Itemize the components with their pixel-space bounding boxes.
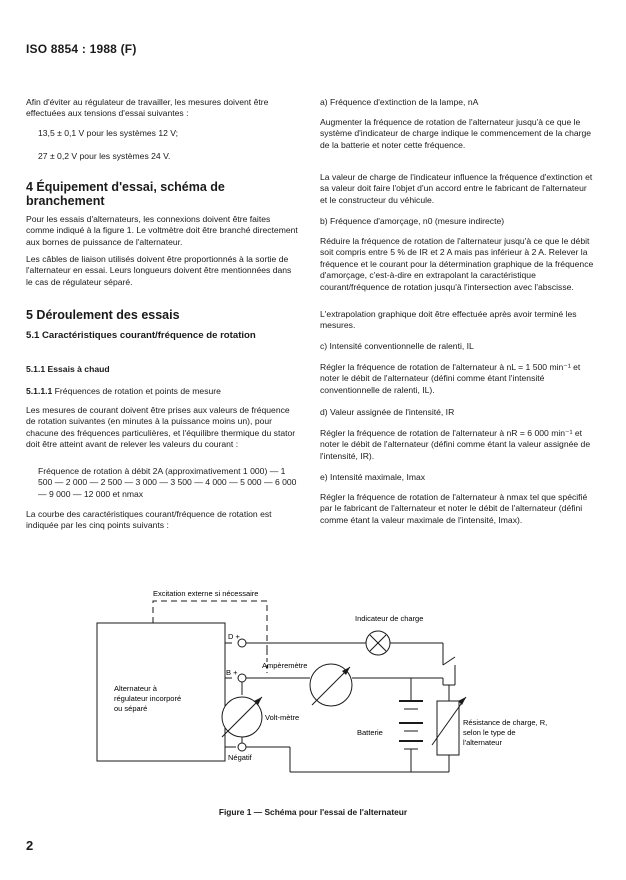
- item-c-title: c) Intensité conventionnelle de ralenti, IL: [320, 341, 474, 351]
- alternator-label-line-3: ou séparé: [114, 704, 148, 713]
- ammeter-label: Ampèremètre: [262, 661, 308, 670]
- voltage-24v: 27 ± 0,2 V pour les systèmes 24 V.: [38, 151, 171, 161]
- item-d-paragraph: Régler la fréquence de rotation de l'alternateur à nR = 6 000 min⁻¹ et noter le débit de l'alternateur (défini comme étant la valeur assignée de l'intensité, IR).: [320, 428, 591, 461]
- indicator-label: Indicateur de charge: [355, 614, 424, 623]
- section-4-paragraph-2: Les câbles de liaison utilisés doivent être proportionnés à la sortie de l'alternateur en essai. Leurs longueurs doivent être mentionnées dans le cas de régulateur séparé.: [26, 254, 292, 287]
- item-d-title: d) Valeur assignée de l'intensité, IR: [320, 407, 455, 417]
- section-4-paragraph-1: Pour les essais d'alternateurs, les connexions doivent être faites comme indiqué à la figure 1. Le voltmètre doit être branché directement aux bornes de puissance de l'alternateur.: [26, 214, 298, 247]
- excitation-label: Excitation externe si nécessaire: [153, 589, 259, 598]
- page-number: 2: [26, 838, 34, 853]
- resistance-label-line-2: selon le type de: [463, 728, 516, 737]
- d-plus-label: D +: [228, 632, 240, 641]
- item-c-paragraph: Régler la fréquence de rotation de l'alternateur à nL = 1 500 min⁻¹ et noter le débit de l'alternateur (défini comme étant l'intensité conventionnelle de ralenti, IL).: [320, 362, 581, 395]
- section-5-1-title: 5.1 Caractéristiques courant/fréquence de rotation: [26, 330, 256, 341]
- item-e-paragraph: Régler la fréquence de rotation de l'alternateur à nmax tel que spécifié par le fabricant de l'alternateur et noter le débit de l'alternateur (défini comme étant la valeur maximale de l'intensité, Imax).: [320, 492, 588, 525]
- section-5-title: 5 Déroulement des essais: [26, 308, 180, 322]
- section-5-1-1-1-title: [26, 386, 300, 397]
- test-circuit-diagram: [0, 585, 626, 785]
- alternator-label-line-1: Alternateur à: [114, 684, 157, 693]
- voltmeter-label: Volt-mètre: [265, 713, 300, 722]
- item-e-title: e) Intensité maximale, Imax: [320, 472, 426, 482]
- load-resistor: [437, 701, 459, 755]
- item-a-title: a) Fréquence d'extinction de la lampe, nA: [320, 97, 479, 107]
- voltage-12v: 13,5 ± 0,1 V pour les systèmes 12 V;: [38, 128, 179, 138]
- item-b-title: b) Fréquence d'amorçage, n0 (mesure indirecte): [320, 216, 505, 226]
- measurement-paragraph: Les mesures de courant doivent être prises aux valeurs de fréquence de rotation suivantes (en minutes à la puissance moins un), pour chacune des fréquences particulières, et l'équilibre thermique du stator doit être atteint avant de relever les valeurs du courant :: [26, 405, 296, 450]
- frequency-list: Fréquence de rotation à débit 2A (approximativement 1 000) — 1 500 — 2 000 — 2 500 — 3 000 — 3 500 — 4 000 — 5 000 — 6 000 — 9 000 — 12 000 et nmax: [38, 466, 297, 499]
- section-4-title: 4 Équipement d'essai, schéma de branchement: [26, 180, 225, 208]
- alternator-label-line-2: régulateur incorporé: [114, 694, 182, 703]
- section-5-1-1-1-number: 5.1.1.1: [26, 386, 53, 396]
- document-header: ISO 8854 : 1988 (F): [26, 42, 137, 56]
- intro-paragraph: Afin d'éviter au régulateur de travailler, les mesures doivent être effectuées aux tensions d'essai suivantes :: [26, 97, 269, 119]
- item-b-paragraph-1: Réduire la fréquence de rotation de l'alternateur jusqu'à ce que le débit soit compris entre 5 % de IR et 2 A mais pas inférieur à 2 A. Relever la fréquence et le courant pour la détermination graphique de la fréquence d'amorçage, c'est-à-dire en extrapolant la caractéristique courant/fréquence de rotation jusqu'à l'intersection avec l'abscisse.: [320, 236, 594, 292]
- item-a-paragraph-1: Augmenter la fréquence de rotation de l'alternateur jusqu'à ce que le système d'indicateur de charge indique le commencement de la charge de la batterie et noter cette fréquence.: [320, 117, 592, 150]
- resistance-label-line-3: l'alternateur: [463, 738, 502, 747]
- item-b-paragraph-2: L'extrapolation graphique doit être effectuée après avoir terminé les mesures.: [320, 309, 577, 331]
- section-5-1-1-1-text: Fréquences de rotation et points de mesure: [54, 386, 221, 396]
- resistance-label-line-1: Résistance de charge, R,: [463, 718, 548, 727]
- item-a-paragraph-2: La valeur de charge de l'indicateur influence la fréquence d'extinction et sa valeur doit faire l'objet d'un accord entre le fabricant de l'alternateur et le constructeur du véhicule.: [320, 172, 593, 205]
- section-5-1-1-title: 5.1.1 Essais à chaud: [26, 364, 110, 374]
- battery-label: Batterie: [357, 728, 383, 737]
- negative-label: Négatif: [228, 753, 252, 762]
- b-plus-label: B +: [226, 668, 238, 677]
- curve-paragraph: La courbe des caractéristiques courant/fréquence de rotation est indiquée par les cinq points suivants :: [26, 509, 272, 531]
- figure-caption: Figure 1 — Schéma pour l'essai de l'alternateur: [218, 807, 408, 817]
